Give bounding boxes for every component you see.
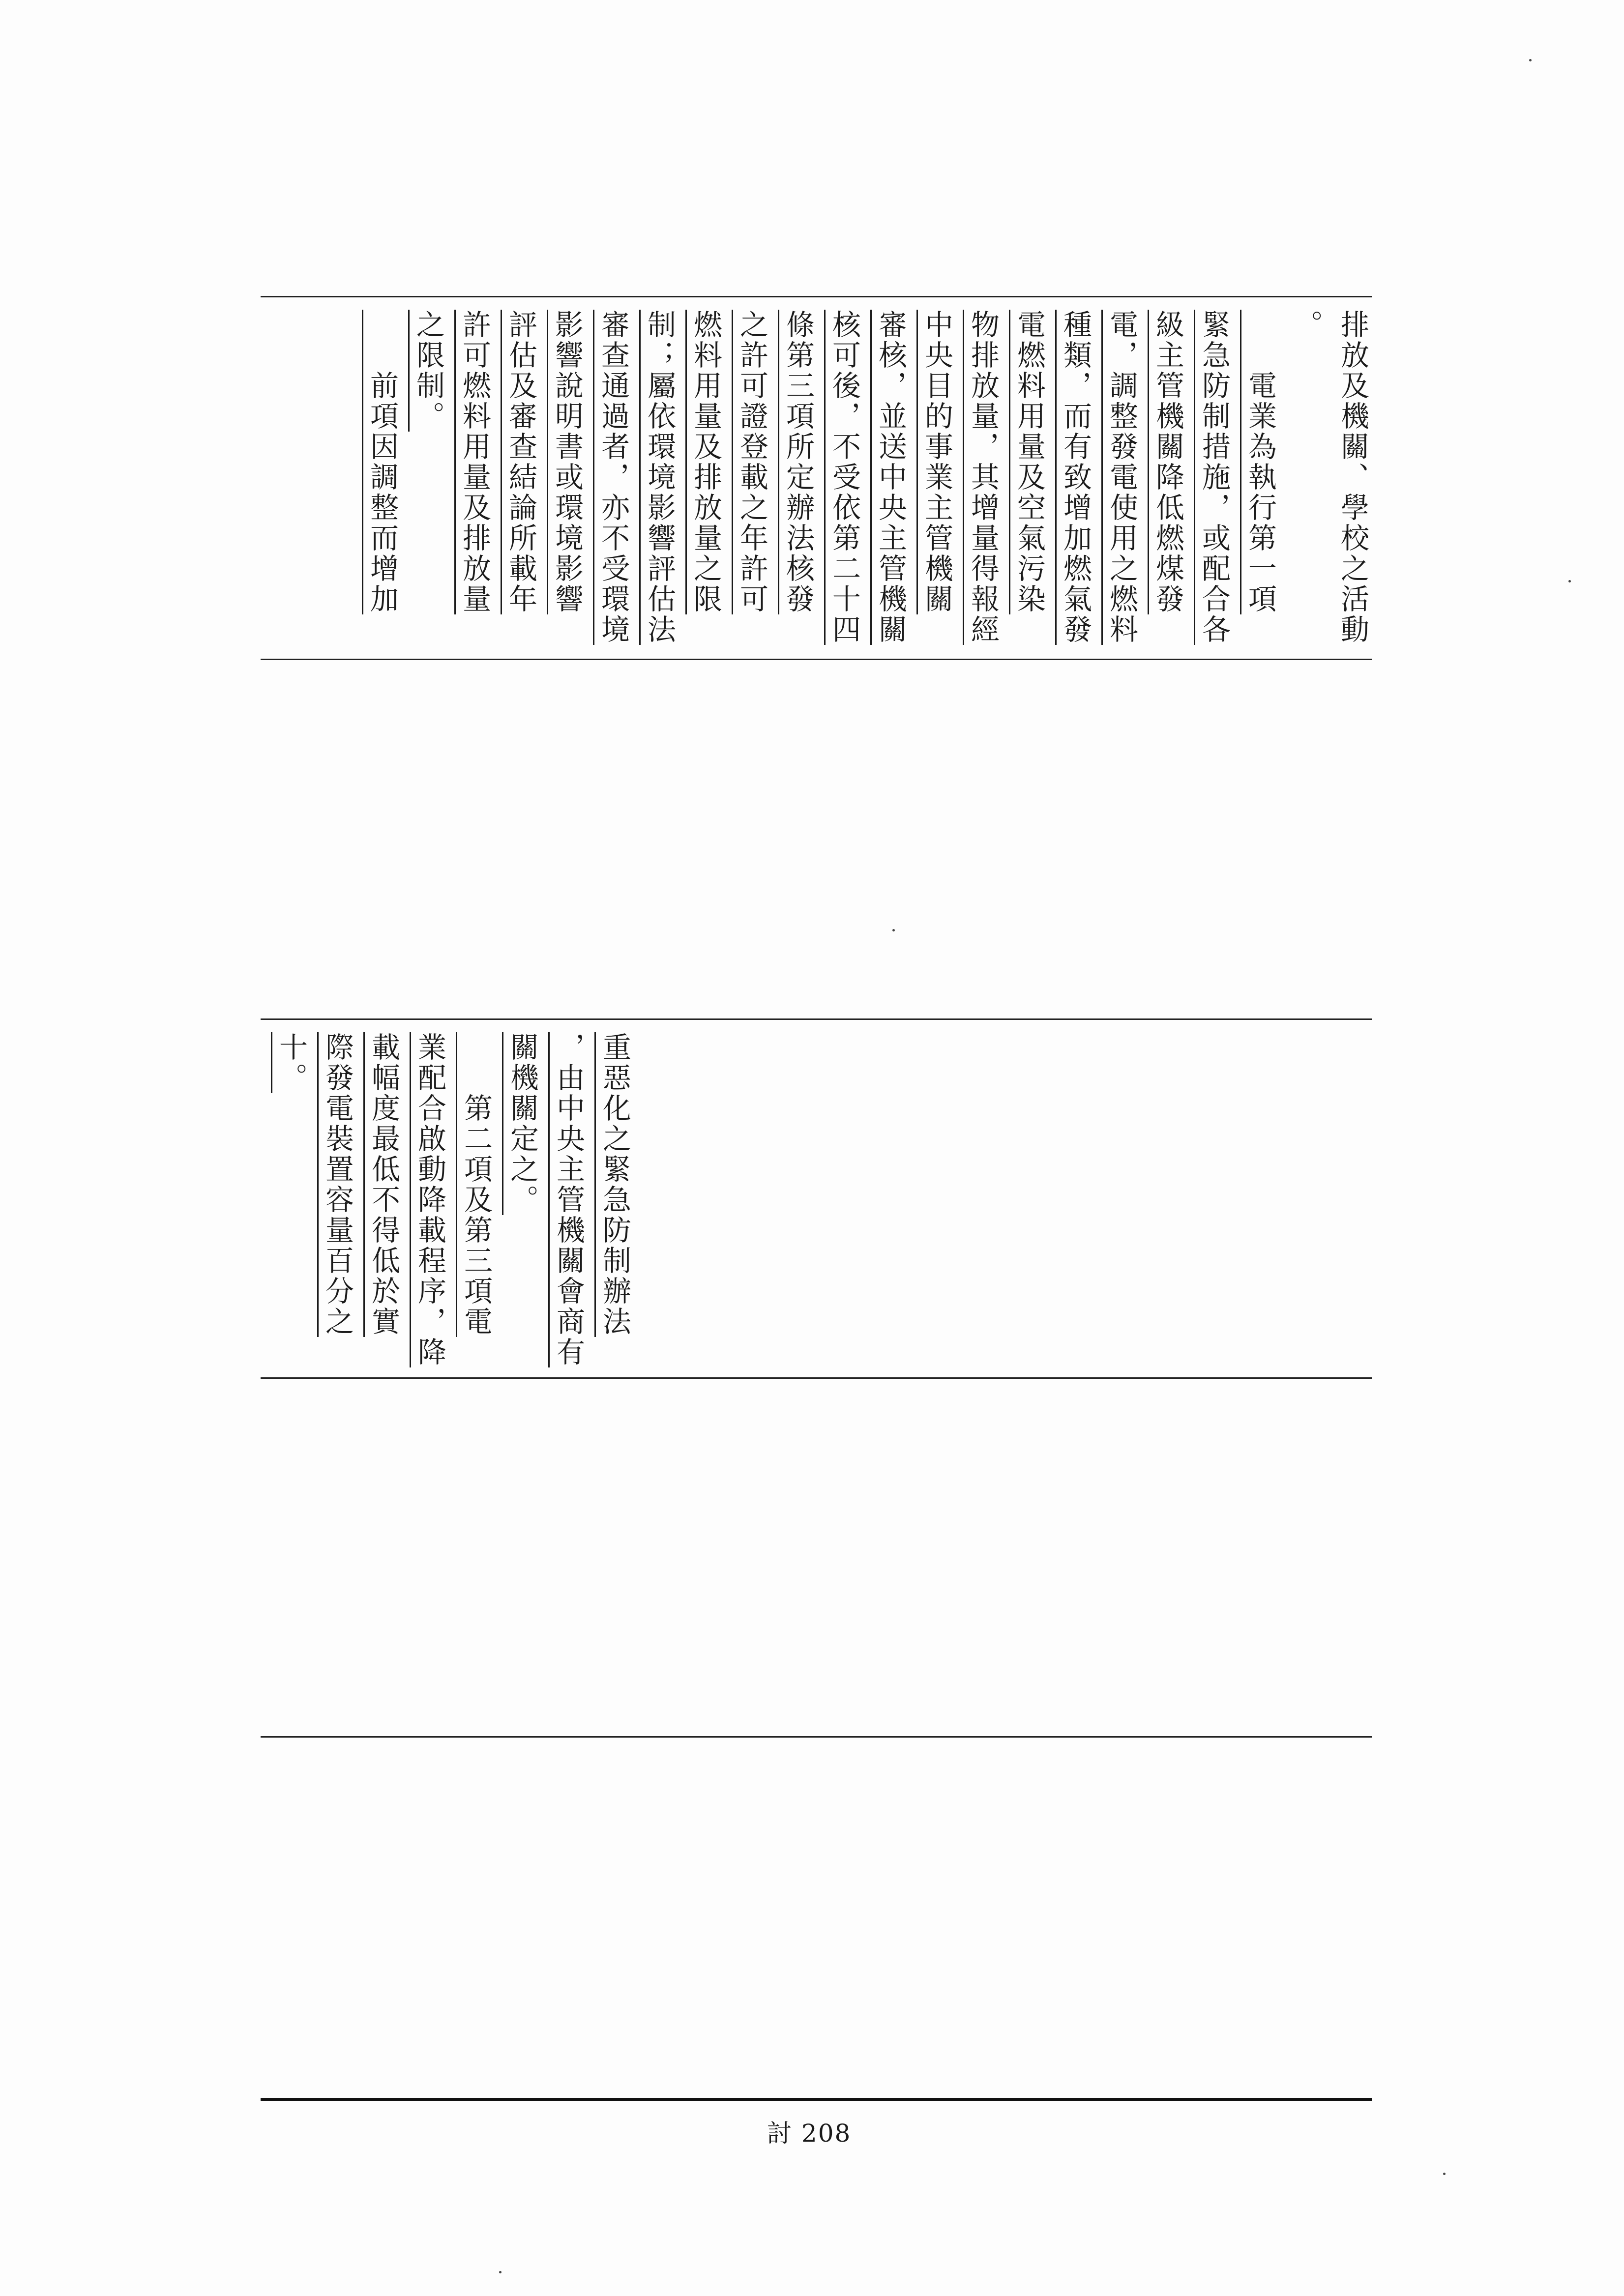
text-column: 物排放量，其增量得報經 [966,310,1000,645]
scan-speck [1568,580,1571,582]
footer-rule [261,2098,1372,2101]
scan-speck [1443,2173,1446,2175]
section-rule-3 [261,1377,1372,1379]
text-column: 業配合啟動降載程序，降 [413,1032,446,1367]
text-column: 種類，而有致增加燃氣發 [1059,310,1092,645]
text-column: 制；屬依環境影響評估法 [643,310,676,645]
scan-speck [1529,59,1532,61]
text-column: 重惡化之緊急防制辦法 [598,1032,631,1337]
text-column: 審核，並送中央主管機關 [874,310,907,645]
text-column: 。 [1290,310,1323,340]
text-column: 關機關定之。 [505,1032,539,1215]
text-column: 電燃料用量及空氣污染 [1012,310,1046,614]
text-column: 際發電裝置容量百分之 [321,1032,354,1337]
text-column: ，由中央主管機關會商有 [552,1032,585,1367]
middle-text-block [268,1032,638,1376]
text-column: 之限制。 [412,310,445,432]
text-column: 燃料用量及排放量之限 [689,310,722,614]
text-column: 排放及機關、學校之活動 [1336,310,1369,645]
text-column: 緊急防制措施，或配合各 [1197,310,1231,645]
text-column: 核可後，不受依第二十四 [827,310,861,645]
text-column: 中央目的事業主管機關 [920,310,953,614]
page-number: 討 208 [767,2119,852,2148]
text-column: 影響說明書或環境影響 [550,310,584,614]
text-column: 級主管機關降低燃煤發 [1151,310,1184,614]
text-column: 十。 [274,1032,308,1093]
text-column: 評估及審查結論所載年 [504,310,537,614]
upper-text-block [359,310,1376,654]
text-column: 審查通過者，亦不受環境 [596,310,630,645]
scan-speck [499,2271,502,2273]
text-column: 載幅度最低不得低於實 [367,1032,400,1337]
text-column: 電，調整發電使用之燃料 [1105,310,1138,645]
section-rule-4 [261,1736,1372,1738]
text-column: 許可燃料用量及排放量 [458,310,491,614]
text-column: 前項因調整而增加 [365,310,399,614]
text-column: 電業為執行第一項 [1243,310,1277,614]
top-rule [261,296,1372,297]
text-column: 之許可證登載之年許可 [735,310,768,614]
section-rule-1 [261,659,1372,660]
scan-speck [892,929,895,931]
text-column: 條第三項所定辦法核發 [781,310,815,614]
text-column: 第二項及第三項電 [459,1032,493,1337]
section-rule-2 [261,1018,1372,1020]
